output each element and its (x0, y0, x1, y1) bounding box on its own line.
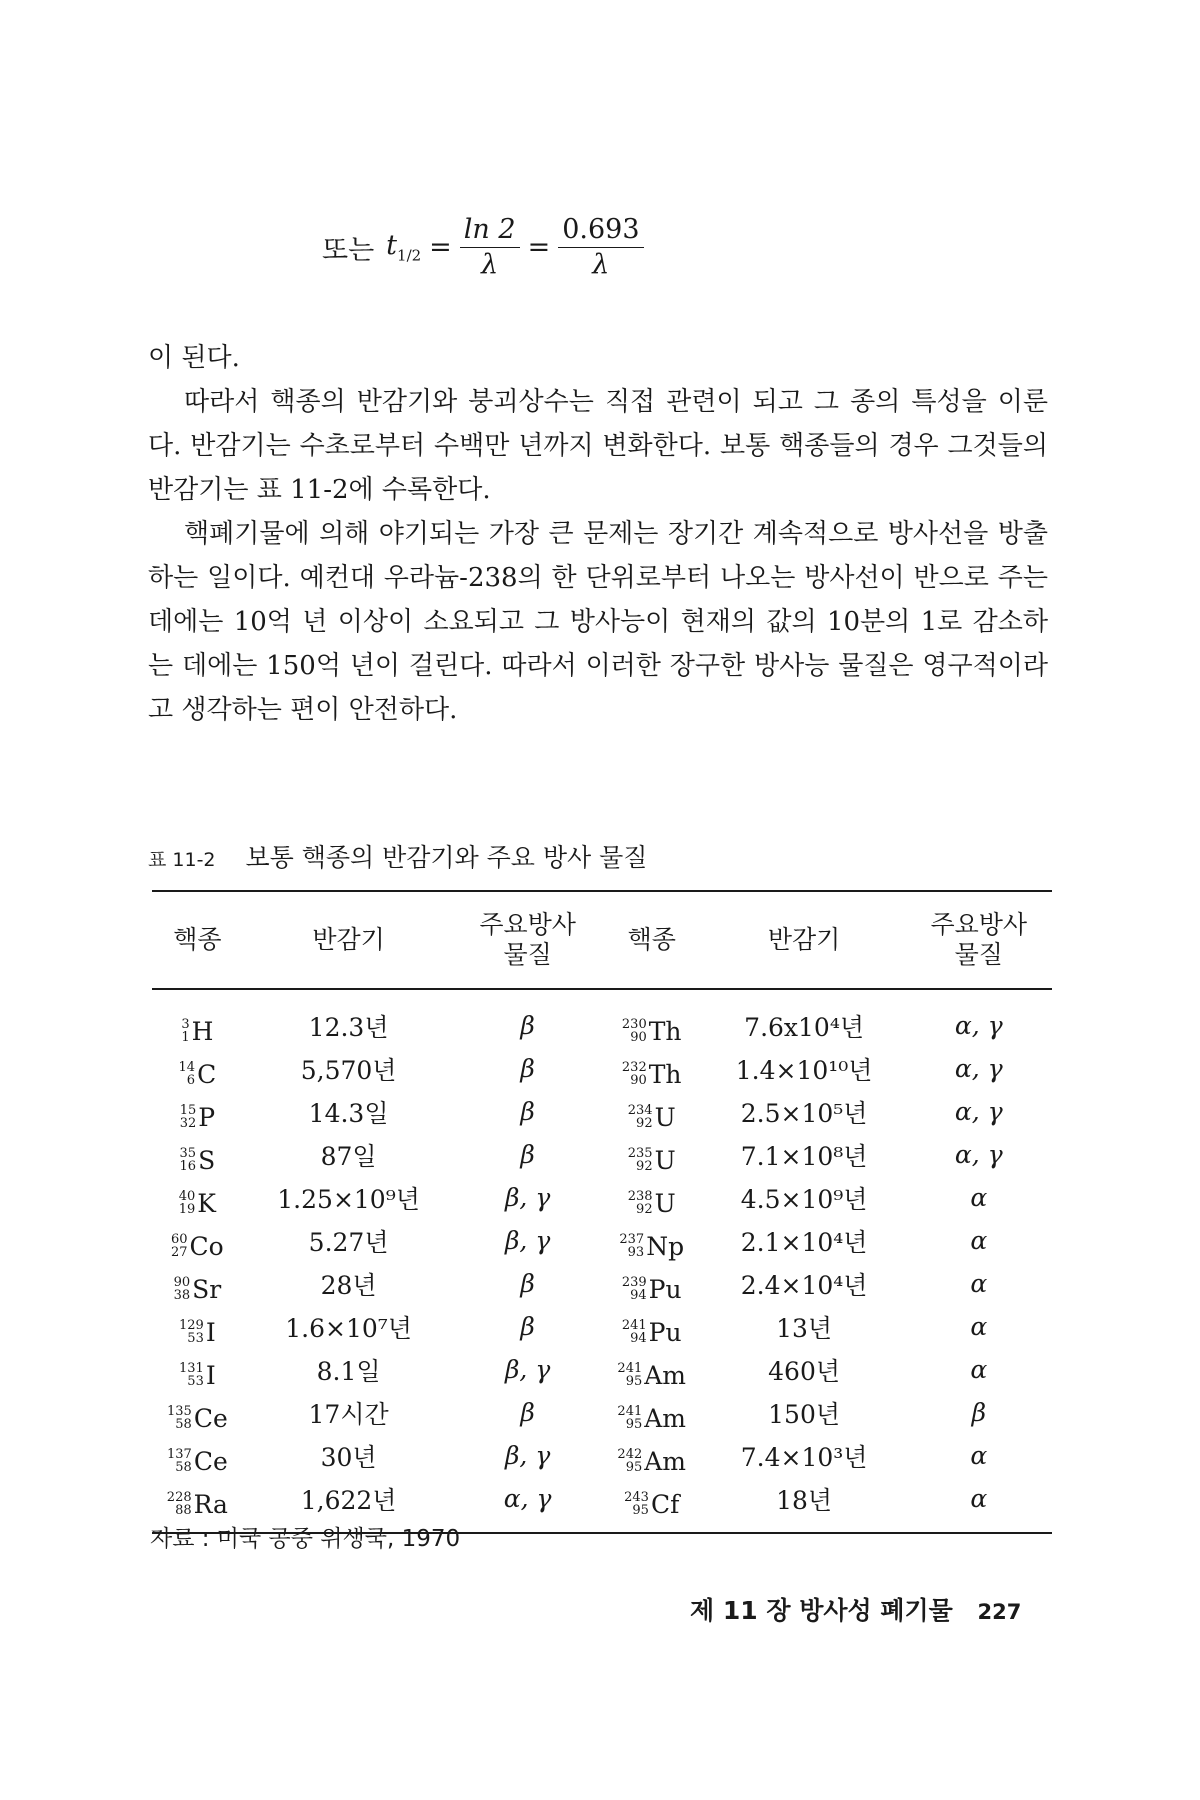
element-symbol: Am (644, 1360, 687, 1390)
atomic-number: 90 (630, 1030, 647, 1046)
formula-fraction-0693-numerator: 0.693 (558, 215, 643, 248)
table-body (152, 989, 1052, 1533)
cell-nuclide-left (152, 1305, 243, 1348)
mass-number: 243 (624, 1490, 649, 1506)
mass-number: 241 (621, 1318, 647, 1334)
atomic-number: 90 (630, 1073, 647, 1089)
atomic-number: 19 (178, 1202, 196, 1218)
cell-nuclide-right (601, 1348, 703, 1391)
paragraph-2: 따라서 핵종의 반감기와 붕괴상수는 직접 관련이 되고 그 종의 특성을 이룬다. 반감기는 수초로부터 수백만 년까지 변화한다. 보통 핵종들의 경우 그것들의 반감기는 표 11-2에 수록한다. (148, 387, 1048, 505)
mass-number: 230 (621, 1017, 647, 1033)
cell-radiation-right: α (970, 1441, 988, 1470)
cell-nuclide-right (601, 1477, 703, 1533)
element-symbol: Ra (193, 1489, 228, 1519)
mass-number: 15 (179, 1103, 197, 1119)
table-row (152, 1391, 1052, 1434)
atomic-number: 88 (175, 1503, 192, 1519)
cell-radiation-left: β (520, 1269, 535, 1298)
nuclide-l-scripts (180, 1104, 197, 1130)
nuclide-l-scripts (179, 1061, 196, 1087)
nuclide-r (622, 1060, 682, 1089)
mass-number: 14 (178, 1060, 196, 1076)
mass-number: 241 (617, 1361, 643, 1377)
nuclide-l-scripts (181, 1018, 189, 1044)
nuclide-r (624, 1490, 679, 1519)
table-caption (148, 838, 647, 874)
cell-halflife-left: 1,622년 (243, 1477, 455, 1533)
cell-nuclide-left (152, 1391, 243, 1434)
atomic-number: 92 (636, 1202, 653, 1218)
atomic-number: 1 (181, 1030, 190, 1046)
nuclide-l (180, 1103, 215, 1132)
nuclide-r (617, 1447, 686, 1476)
header-radiation-right (906, 891, 1052, 989)
cell-radiation-left: β (520, 1398, 535, 1427)
nuclide-l-scripts (171, 1233, 188, 1259)
nuclide-l (167, 1404, 228, 1433)
element-symbol: I (205, 1360, 216, 1390)
formula-t-subscript: 1/2 (397, 246, 422, 265)
formula-fraction-ln2-denominator: λ (481, 249, 499, 280)
element-symbol: I (205, 1317, 216, 1347)
element-symbol: U (654, 1188, 676, 1218)
cell-halflife-left: 5.27년 (308, 1227, 389, 1257)
paragraph-3: 핵폐기물에 의해 야기되는 가장 큰 문제는 장기간 계속적으로 방사선을 방출하는 일이다. 예컨대 우라늄-238의 한 단위로부터 나오는 방사선이 반으로 주는 데에는 10억 년 이상이 소요되고 그 방사능이 현재의 값의 10분의 1로 감소하는 데에는 150억 년이 걸린다. 따라서 이러한 장구한 방사능 물질은 영구적이라고 생각하는 편이 안전하다. (148, 519, 1048, 725)
cell-radiation-left: β, γ (504, 1441, 551, 1470)
nuclide-r-scripts (622, 1276, 647, 1302)
nuclide-l-scripts (167, 1448, 192, 1474)
nuclide-r-scripts (628, 1104, 653, 1130)
cell-radiation-right: α, γ (954, 1011, 1003, 1040)
formula-equals-1: = (429, 232, 452, 263)
nuclide-l (180, 1146, 216, 1175)
cell-halflife-left: 17시간 (308, 1399, 389, 1429)
cell-halflife-right: 18년 (703, 1477, 906, 1533)
mass-number: 239 (621, 1275, 647, 1291)
cell-nuclide-right (601, 1391, 703, 1434)
nuclide-l (167, 1447, 228, 1476)
cell-halflife-right: 2.5×10⁵년 (740, 1098, 868, 1128)
formula-fraction-ln2 (460, 215, 520, 280)
table-row (152, 1434, 1052, 1477)
cell-radiation-right: α (906, 1477, 1052, 1533)
atomic-number: 95 (625, 1460, 643, 1476)
mass-number: 131 (179, 1361, 204, 1377)
element-symbol: P (198, 1102, 216, 1132)
header-radiation-left-line1: 주요방사 (479, 910, 576, 939)
element-symbol: Am (644, 1403, 687, 1433)
nuclide-r-scripts (617, 1448, 642, 1474)
element-symbol: Am (644, 1446, 687, 1476)
element-symbol: S (198, 1145, 216, 1175)
element-symbol: H (191, 1016, 214, 1046)
nuclide-r (628, 1146, 676, 1175)
nuclide-r-scripts (628, 1147, 653, 1173)
atomic-number: 94 (630, 1288, 647, 1304)
table-header-row (152, 891, 1052, 989)
nuclide-l-scripts (167, 1405, 192, 1431)
nuclide-r-scripts (622, 1319, 647, 1345)
formula-lead: 또는 (322, 235, 375, 266)
cell-nuclide-left (152, 1133, 243, 1176)
atomic-number: 92 (636, 1116, 653, 1132)
cell-halflife-left: 12.3년 (308, 1012, 389, 1042)
cell-radiation-left: β (520, 1011, 535, 1040)
mass-number: 234 (627, 1103, 653, 1119)
cell-radiation-left: β (520, 1097, 535, 1126)
cell-halflife-right: 2.4×10⁴년 (740, 1270, 868, 1300)
footer-chapter: 제 11 장 방사성 폐기물 (690, 1596, 953, 1625)
atomic-number: 94 (630, 1331, 647, 1347)
mass-number: 238 (627, 1189, 653, 1205)
nuclide-r (617, 1361, 686, 1390)
element-symbol: Th (648, 1059, 682, 1089)
atomic-number: 95 (632, 1503, 649, 1519)
atomic-number: 58 (175, 1460, 192, 1476)
table-row (152, 989, 1052, 1047)
mass-number: 242 (617, 1447, 643, 1463)
cell-halflife-right: 7.6x10⁴년 (744, 1012, 865, 1042)
nuclide-r-scripts (617, 1362, 642, 1388)
table-row (152, 1047, 1052, 1090)
table-row (152, 1262, 1052, 1305)
nuclide-r (617, 1404, 686, 1433)
body-text (148, 336, 1048, 732)
element-symbol: Cf (650, 1489, 680, 1519)
nuclide-r-scripts (624, 1491, 649, 1517)
mass-number: 40 (178, 1189, 196, 1205)
nuclide-r (628, 1189, 676, 1218)
nuclide-r-scripts (622, 1061, 647, 1087)
atomic-number: 38 (173, 1288, 191, 1304)
cell-nuclide-right (601, 1047, 703, 1090)
cell-nuclide-left (152, 1090, 243, 1133)
element-symbol: Pu (648, 1317, 682, 1347)
page-number: 227 (977, 1600, 1022, 1624)
element-symbol: Pu (648, 1274, 682, 1304)
table-row (152, 1176, 1052, 1219)
formula-t-symbol: t (386, 230, 398, 262)
cell-radiation-right: α (970, 1355, 988, 1384)
table-row (152, 1090, 1052, 1133)
mass-number: 232 (621, 1060, 647, 1076)
nuclide-r (622, 1318, 682, 1347)
cell-halflife-left: 14.3일 (308, 1098, 389, 1128)
formula-fraction-0693-denominator: λ (592, 249, 610, 280)
mass-number: 3 (181, 1017, 190, 1033)
nuclide-r-scripts (628, 1190, 653, 1216)
cell-nuclide-right (601, 1176, 703, 1219)
cell-halflife-left: 28년 (320, 1270, 377, 1300)
atomic-number: 16 (179, 1159, 197, 1175)
cell-halflife-left: 87일 (320, 1141, 377, 1171)
mass-number: 228 (166, 1490, 192, 1506)
nuclide-r (619, 1232, 684, 1261)
cell-halflife-left: 8.1일 (316, 1356, 381, 1386)
nuclide-r-scripts (619, 1233, 644, 1259)
cell-halflife-left: 1.25×10⁹년 (277, 1184, 420, 1214)
cell-halflife-left: 30년 (320, 1442, 377, 1472)
cell-halflife-right: 7.1×10⁸년 (740, 1141, 868, 1171)
cell-radiation-right: α (970, 1183, 988, 1212)
nuclide-r (622, 1017, 682, 1046)
cell-halflife-right: 13년 (776, 1313, 833, 1343)
nuclide-l-scripts (174, 1276, 191, 1302)
cell-radiation-left: β (520, 1312, 535, 1341)
halflife-table (152, 890, 1052, 1534)
halflife-formula (322, 215, 644, 280)
nuclide-r (628, 1103, 676, 1132)
element-symbol: Co (189, 1231, 224, 1261)
nuclide-r-scripts (622, 1018, 647, 1044)
header-radiation-left-line2: 물질 (503, 940, 552, 969)
cell-radiation-right: α (970, 1269, 988, 1298)
nuclide-r (622, 1275, 682, 1304)
cell-radiation-right: α (970, 1226, 988, 1255)
atomic-number: 53 (187, 1331, 204, 1347)
cell-radiation-right: β (971, 1398, 987, 1427)
mass-number: 241 (617, 1404, 643, 1420)
element-symbol: Ce (193, 1446, 228, 1476)
atomic-number: 95 (625, 1417, 643, 1433)
cell-nuclide-left (152, 1047, 243, 1090)
cell-nuclide-left (152, 1434, 243, 1477)
nuclide-l (171, 1232, 224, 1261)
mass-number: 137 (166, 1447, 192, 1463)
table-source: 자료 : 미국 공중 위생국, 1970 (150, 1526, 461, 1552)
header-nuclide-right: 핵종 (601, 891, 703, 989)
cell-halflife-left: 5,570년 (300, 1055, 397, 1085)
atomic-number: 27 (171, 1245, 188, 1261)
nuclide-l (181, 1017, 213, 1046)
element-symbol: Ce (193, 1403, 228, 1433)
paragraph-1: 이 된다. (148, 343, 240, 373)
table-row (152, 1133, 1052, 1176)
mass-number: 60 (171, 1232, 188, 1248)
cell-radiation-right: α (970, 1312, 988, 1341)
nuclide-l (179, 1361, 216, 1390)
cell-halflife-right: 4.5×10⁹년 (740, 1184, 868, 1214)
header-radiation-right-line2: 물질 (954, 940, 1003, 969)
cell-radiation-left: β (520, 1140, 535, 1169)
header-nuclide-left: 핵종 (152, 891, 243, 989)
cell-halflife-right: 1.4×10¹⁰년 (735, 1055, 873, 1085)
mass-number: 129 (179, 1318, 204, 1334)
cell-nuclide-right (601, 989, 703, 1047)
atomic-number: 53 (187, 1374, 204, 1390)
header-radiation-left (454, 891, 600, 989)
cell-radiation-left: β, γ (504, 1183, 551, 1212)
nuclide-l (179, 1318, 216, 1347)
cell-radiation-left: α, γ (454, 1477, 600, 1533)
nuclide-l (174, 1275, 222, 1304)
formula-t (386, 230, 421, 264)
nuclide-l-scripts (179, 1190, 196, 1216)
cell-radiation-left: β, γ (504, 1226, 551, 1255)
cell-radiation-right: α, γ (954, 1097, 1003, 1126)
cell-nuclide-right (601, 1305, 703, 1348)
header-halflife-left: 반감기 (243, 891, 455, 989)
atomic-number: 92 (636, 1159, 653, 1175)
mass-number: 135 (166, 1404, 192, 1420)
cell-nuclide-left (152, 1219, 243, 1262)
page-footer (690, 1591, 1021, 1627)
cell-nuclide-right (601, 1434, 703, 1477)
formula-fraction-0693 (558, 215, 643, 280)
element-symbol: Th (648, 1016, 682, 1046)
atomic-number: 58 (175, 1417, 192, 1433)
nuclide-l (179, 1189, 216, 1218)
cell-nuclide-left (152, 1262, 243, 1305)
mass-number: 235 (627, 1146, 653, 1162)
cell-radiation-right: α, γ (954, 1054, 1003, 1083)
cell-halflife-right: 150년 (768, 1399, 841, 1429)
nuclide-l-scripts (179, 1362, 204, 1388)
cell-nuclide-right (601, 1219, 703, 1262)
nuclide-l (179, 1060, 217, 1089)
table-caption-text: 보통 핵종의 반감기와 주요 방사 물질 (245, 843, 648, 872)
mass-number: 35 (179, 1146, 197, 1162)
nuclide-l (167, 1490, 228, 1519)
header-halflife-right: 반감기 (703, 891, 906, 989)
nuclide-r-scripts (617, 1405, 642, 1431)
element-symbol: U (654, 1102, 676, 1132)
element-symbol: Np (646, 1231, 685, 1261)
cell-halflife-right: 460년 (768, 1356, 841, 1386)
mass-number: 90 (173, 1275, 191, 1291)
cell-nuclide-right (601, 1090, 703, 1133)
header-radiation-right-line1: 주요방사 (930, 910, 1028, 939)
table-row (152, 1305, 1052, 1348)
element-symbol: C (197, 1059, 217, 1089)
cell-radiation-left: β (520, 1054, 535, 1083)
table-row (152, 1219, 1052, 1262)
element-symbol: Sr (192, 1274, 222, 1304)
nuclide-l-scripts (167, 1491, 192, 1517)
cell-nuclide-left (152, 1348, 243, 1391)
table-caption-number: 표 11-2 (148, 849, 216, 871)
cell-halflife-right: 7.4×10³년 (740, 1442, 868, 1472)
cell-nuclide-right (601, 1262, 703, 1305)
cell-nuclide-left (152, 989, 243, 1047)
formula-equals-2: = (527, 232, 551, 263)
table-row (152, 1348, 1052, 1391)
nuclide-l-scripts (180, 1147, 197, 1173)
nuclide-l-scripts (179, 1319, 204, 1345)
mass-number: 237 (619, 1232, 645, 1248)
atomic-number: 6 (186, 1073, 196, 1089)
element-symbol: U (654, 1145, 676, 1175)
cell-nuclide-right (601, 1133, 703, 1176)
cell-halflife-right: 2.1×10⁴년 (740, 1227, 868, 1257)
cell-halflife-left: 1.6×10⁷년 (285, 1313, 412, 1343)
cell-radiation-right: α, γ (954, 1140, 1003, 1169)
formula-fraction-ln2-numerator: ln 2 (460, 215, 520, 248)
atomic-number: 95 (625, 1374, 643, 1390)
cell-nuclide-left (152, 1176, 243, 1219)
element-symbol: K (197, 1188, 216, 1218)
cell-radiation-left: β, γ (504, 1355, 551, 1384)
atomic-number: 32 (179, 1116, 197, 1132)
atomic-number: 93 (627, 1245, 645, 1261)
